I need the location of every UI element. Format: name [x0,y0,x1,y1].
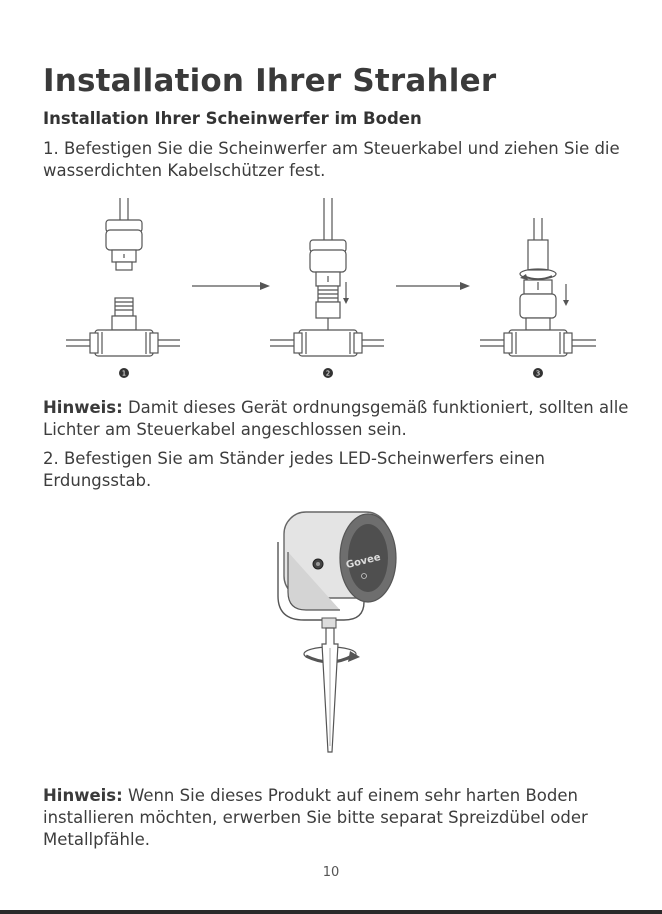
note-label: Hinweis: [43,786,123,805]
step-number-2: 2 [325,369,331,378]
connection-stage-3 [480,218,596,356]
page-number: 10 [322,865,340,880]
cable-connection-diagram [40,190,620,385]
step-number-1: 1 [121,369,127,378]
section-subtitle: Installation Ihrer Scheinwerfer im Boden [43,109,422,128]
step-number-3: 3 [535,369,541,378]
note-label: Hinweis: [43,398,123,417]
instruction-step-2: 2. Befestigen Sie am Ständer jedes LED-Scheinwerfers einen Erdungsstab. [43,449,545,490]
instruction-step-1: 1. Befestigen Sie die Scheinwerfer am Steuerkabel und ziehen Sie die wasserdichten Kabelschützer fest. [43,139,620,180]
note-hard-ground [43,785,633,851]
govee-logo: Govee [345,551,382,572]
note-all-lights-connected [43,397,633,441]
bottom-rule [0,910,662,914]
spotlight-ground-stake-illustration [260,508,400,760]
page-title: Installation Ihrer Strahler [43,63,497,99]
connection-stage-1 [66,198,180,356]
connection-stage-2 [270,198,384,356]
note-text: Wenn Sie dieses Produkt auf einem sehr harten Boden installieren möchten, erwerben Sie bitte separat Spreizdübel oder Metallpfähle. [43,786,588,849]
note-text: Damit dieses Gerät ordnungsgemäß funktioniert, sollten alle Lichter am Steuerkabel angeschlossen sein. [43,398,629,439]
